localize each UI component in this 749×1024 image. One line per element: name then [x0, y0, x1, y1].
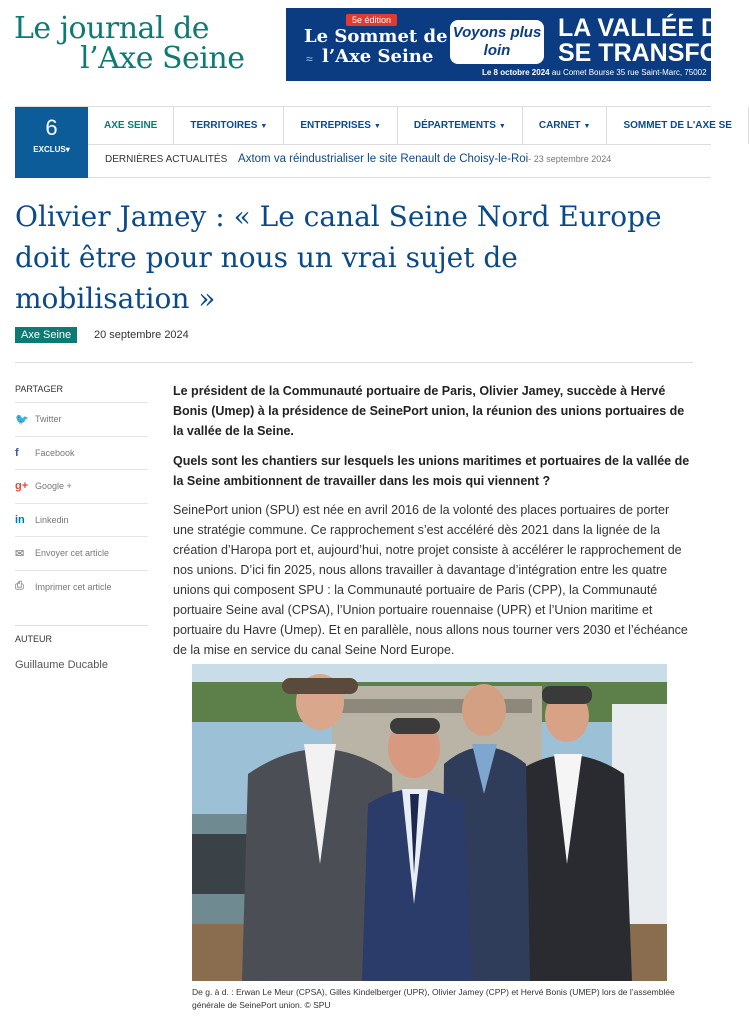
logo-line-1: Le journal de: [14, 11, 210, 46]
share-google-plus[interactable]: [15, 469, 148, 503]
banner-title-1: Le Sommet de: [304, 26, 448, 47]
share-label: Google +: [35, 481, 72, 492]
nav-item-label: AXE SEINE: [104, 120, 158, 131]
news-ticker: [105, 153, 611, 165]
share-label: Facebook: [35, 447, 75, 458]
nav-item-label: TERRITOIRES: [190, 120, 258, 131]
photo-caption: De g. à d. : Erwan Le Meur (CPSA), Gilles Kindelberger (UPR), Olivier Jamey (CPP) et Hervé Bonis (UMEP) lors de l’assemblée générale de SeinePort union. © SPU: [192, 987, 675, 1010]
mail-icon: ✉: [15, 547, 25, 560]
main-navigation: [15, 106, 732, 178]
nav-item-label: SOMMET DE L'AXE SE: [623, 120, 732, 131]
caret-down-icon: ▼: [498, 123, 506, 130]
banner-edition: 5e édition: [346, 14, 397, 26]
caret-down-icon: ▼: [583, 123, 591, 130]
nav-item-label: DÉPARTEMENTS: [413, 120, 496, 131]
facebook-icon: f: [15, 446, 19, 459]
caret-down-icon: ▼: [260, 123, 268, 130]
caret-down-icon: ▾: [65, 145, 70, 154]
share-twitter[interactable]: [15, 402, 148, 436]
share-label: Linkedin: [35, 514, 69, 525]
ticker-date: - 23 septembre 2024: [528, 154, 612, 164]
author-name[interactable]: Guillaume Ducable: [15, 659, 108, 671]
publish-date: 20 septembre 2024: [94, 329, 189, 341]
exclus-count: 6: [45, 115, 58, 140]
google-plus-icon: g+: [15, 480, 29, 493]
exclus-label: EXCLUS▾: [33, 145, 70, 154]
interview-answer: SeinePort union (SPU) est née en avril 2016 de la volonté des places portuaires de porter une stratégie commune. Ce rapprochement s’est accéléré dès 2021 dans la lignée de la création d’Haropa port et, aujourd’hui, notre projet consiste à accélérer le rapprochement de nos unions. D’ici fin 2025, nous allons travailler à davantage d’intégration entre les quatre unions qui composent SPU : la Communauté portuaire de Paris (CPP), la Communauté portuaire Seine aval (CPSA), l’Union portuaire rouennaise (UPR) et l’Union maritime et portuaire du Havre (Umep). Et en parallèle, nous allons nous tourner vers 2030 et l’échéance de la mise en service du canal Seine Nord Europe.: [173, 503, 688, 657]
divider: [15, 625, 148, 626]
article-photo: [192, 664, 667, 981]
ticker-label: DERNIÈRES ACTUALITÉS: [105, 154, 228, 165]
twitter-icon: 🐦: [15, 413, 29, 426]
nav-item-carnet[interactable]: [523, 107, 608, 144]
share-label: Envoyer cet article: [35, 548, 110, 559]
banner-headline: LA VALLÉE D SE TRANSFO: [558, 14, 720, 67]
article-title: Olivier Jamey : « Le canal Seine Nord Europe doit être pour nous un vrai sujet de mobilisation »: [15, 200, 662, 315]
share-mail[interactable]: [15, 536, 148, 570]
linkedin-icon: in: [15, 513, 25, 526]
banner-slogan: Voyons plus loin: [450, 20, 544, 64]
banner-date: Le 8 octobre 2024 au Comet Bourse 35 rue Saint-Marc, 75002: [482, 68, 707, 77]
share-heading: PARTAGER: [15, 384, 64, 394]
nav-menu: [88, 107, 732, 145]
interview-question: Quels sont les chantiers sur lesquels les unions maritimes et portuaires de la vallée de la Seine ambitionnent de travailler dans les mois qui viennent ?: [173, 454, 690, 488]
print-icon: ⎙: [15, 580, 24, 593]
share-print[interactable]: [15, 570, 148, 604]
divider: [15, 362, 693, 363]
category-tag[interactable]: Axe Seine: [15, 327, 77, 343]
article-lead: Le président de la Communauté portuaire de Paris, Olivier Jamey, succède à Hervé Bonis (Umep) à la présidence de SeinePort union, la réunion des unions portuaires de la vallée de la Seine.: [173, 384, 685, 438]
exclus-counter[interactable]: [15, 107, 88, 178]
share-list: [15, 402, 148, 603]
caret-down-icon: ▼: [373, 123, 381, 130]
nav-item-territoires[interactable]: [174, 107, 284, 144]
nav-item-label: CARNET: [538, 120, 581, 131]
event-banner[interactable]: [286, 8, 720, 81]
nav-item-entreprises[interactable]: [284, 107, 398, 144]
nav-item-label: ENTREPRISES: [300, 120, 371, 131]
share-label: Imprimer cet article: [35, 581, 112, 592]
waves-icon: ≈: [306, 52, 312, 66]
banner-title-2: l’Axe Seine: [322, 46, 434, 67]
group-photo-illustration: [192, 664, 667, 981]
ticker-link[interactable]: Axtom va réindustrialiser le site Renault de Choisy-le-Roi: [238, 153, 529, 165]
share-facebook[interactable]: [15, 436, 148, 470]
logo-line-2: l’Axe Seine: [80, 41, 245, 76]
article-body: [173, 381, 693, 660]
author-heading: AUTEUR: [15, 634, 53, 644]
nav-item-axe-seine[interactable]: [88, 107, 174, 144]
site-logo[interactable]: [14, 11, 245, 76]
nav-item-sommet-de-l-axe-se[interactable]: [607, 107, 749, 144]
nav-item-départements[interactable]: [398, 107, 523, 144]
share-label: Twitter: [35, 414, 62, 425]
share-linkedin[interactable]: [15, 503, 148, 537]
